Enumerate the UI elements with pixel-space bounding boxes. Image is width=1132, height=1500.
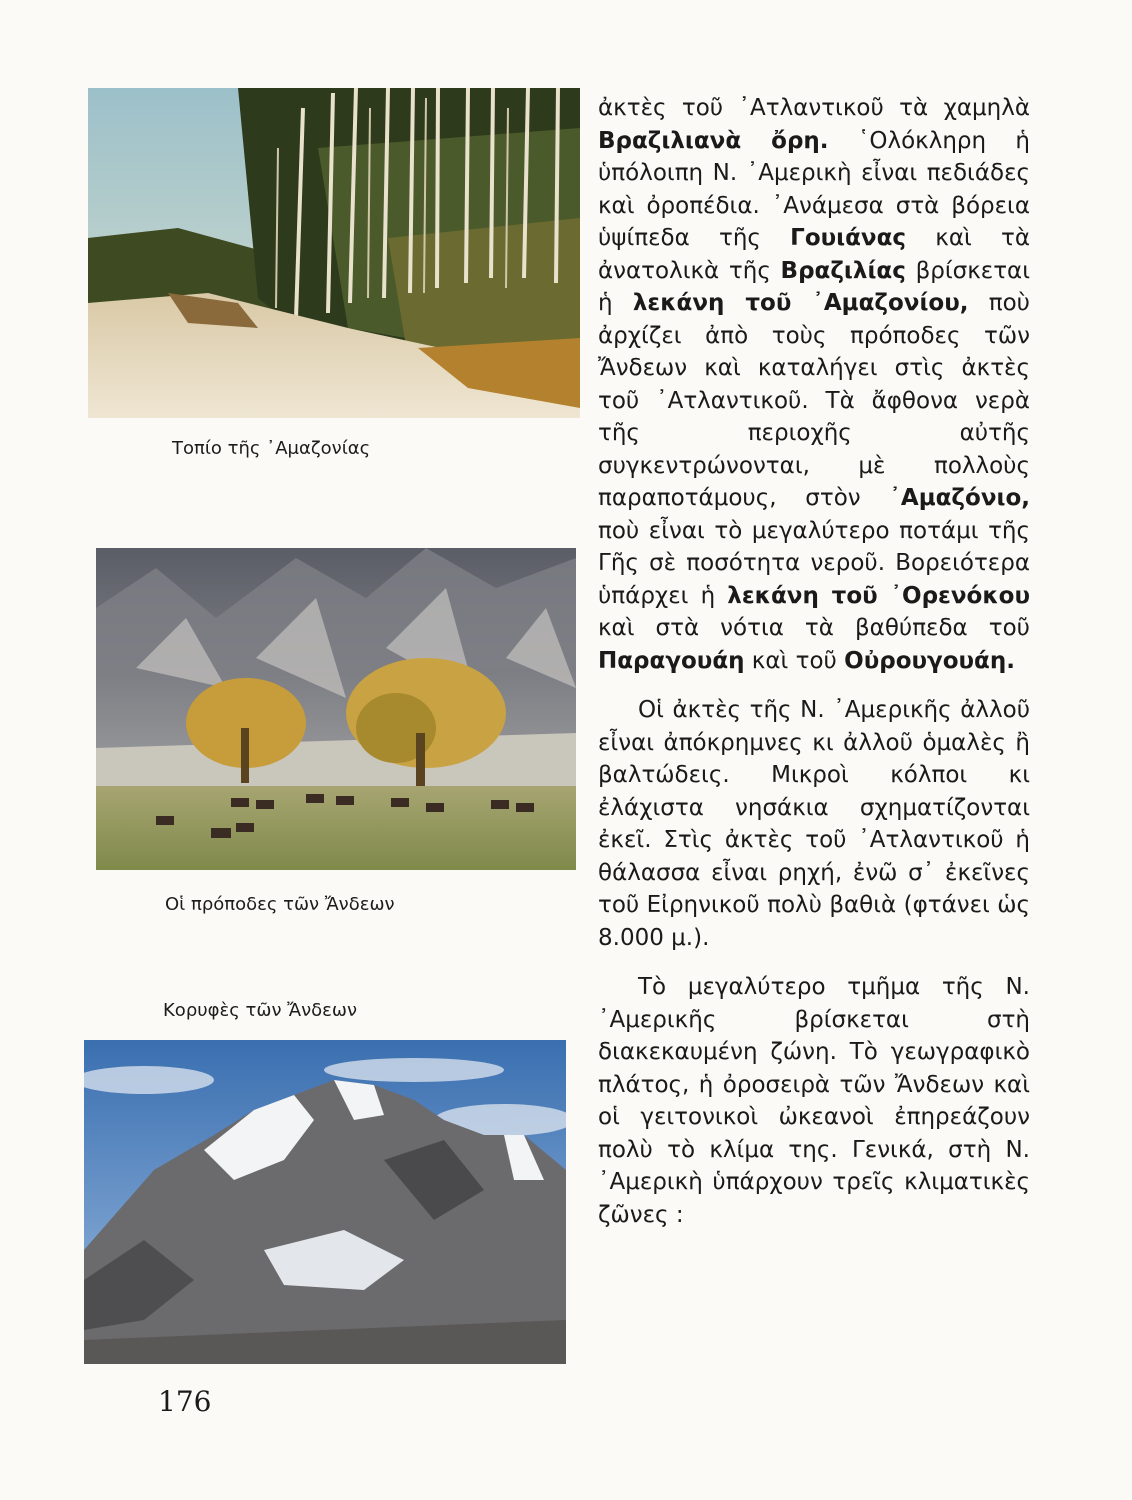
text-run: Τὸ μεγαλύτερο τμῆμα τῆς Ν. ᾿Αμερικῆς βρίσκεται στὴ διακεκαυμένη ζώνη. Τὸ γεωγραφικὸ πλάτος, ἡ ὀροσειρὰ τῶν Ἄνδεων καὶ οἱ γειτονικοὶ ὠκεανοὶ ἐπηρεάζουν πολὺ τὸ κλίμα της. Γενικά, στὴ Ν. ᾿Αμερικὴ ὑπάρχουν τρεῖς κλιματικὲς ζῶνες : [598,974,1030,1228]
bold-term: ᾿Αμαζόνιο, [889,485,1030,511]
caption-andes-peaks: Κορυφὲς τῶν Ἄνδεων [163,1000,358,1021]
bold-term: Βραζιλίας [780,257,906,284]
bold-term: λεκάνη τοῦ ᾿Αμαζονίου, [632,290,969,316]
bold-term: Οὐρουγουάη. [844,647,1015,674]
text-run: καὶ τὰ ἀνατολικὰ τῆς [598,225,1030,284]
page-number: 176 [158,1385,212,1418]
caption-amazon: Τοπίο τῆς ᾿Αμαζονίας [172,438,371,459]
photo-andes-peaks [84,1040,566,1364]
paragraph-coasts [598,694,1030,954]
bold-term: Βραζιλιανὰ ὄρη. [598,127,829,154]
text-run: καὶ στὰ νότια τὰ βαθύπεδα τοῦ [598,615,1030,641]
text-run: ῾Ολόκληρη ἡ ὑπόλοιπη Ν. ᾿Αμερικὴ εἶναι πεδιάδες καὶ ὀροπέδια. ᾿Ανάμεσα στὰ βόρεια ὑψίπεδα τῆς [598,127,1030,251]
text-run: ποὺ ἀρχίζει ἀπὸ τοὺς πρόποδες τῶν Ἄνδεων καὶ καταλήγει στὶς ἀκτὲς τοῦ ᾿Ατλαντικοῦ. Τὰ ἄφθονα νερὰ τῆς περιοχῆς αὐτῆς συγκεντρώνονται, μὲ πολλοὺς παραποτάμους, στὸν [598,290,1030,511]
bold-term: λεκάνη τοῦ ᾿Ορενόκου [727,582,1030,609]
text-run: ἀκτὲς τοῦ ᾿Ατλαντικοῦ τὰ χαμηλὰ [598,95,1030,121]
bold-term: Γουιάνας [790,225,907,251]
paragraph-climate [598,971,1030,1231]
text-run: καὶ τοῦ [744,647,845,674]
text-run: βρίσκεται ἡ [598,257,1030,316]
photo-amazon-landscape [88,88,580,418]
paragraph-landforms [598,92,1030,677]
text-run: ποὺ εἶναι τὸ μεγαλύτερο ποτάμι τῆς Γῆς σὲ ποσότητα νεροῦ. Βορειότερα ὑπάρχει ἡ [598,517,1030,609]
caption-andes-foothills: Οἱ πρόποδες τῶν Ἄνδεων [165,894,395,915]
text-run: Οἱ ἀκτὲς τῆς Ν. ᾿Αμερικῆς ἀλλοῦ εἶναι ἀπόκρημνες κι ἀλλοῦ ὁμαλὲς ἢ βαλτώδεις. Μικροὶ κόλποι κι ἐλάχιστα νησάκια σχηματίζονται ἐκεῖ. Στὶς ἀκτὲς τοῦ ᾿Ατλαντικοῦ ἡ θάλασσα εἶναι ρηχή, ἐνῶ σ᾿ ἐκεῖνες τοῦ Εἰρηνικοῦ πολὺ βαθιὰ (φτάνει ὡς 8.000 μ.). [598,697,1030,951]
bold-term: Παραγουάη [598,647,745,674]
body-text [598,92,1030,1248]
photo-andes-foothills [96,548,576,870]
